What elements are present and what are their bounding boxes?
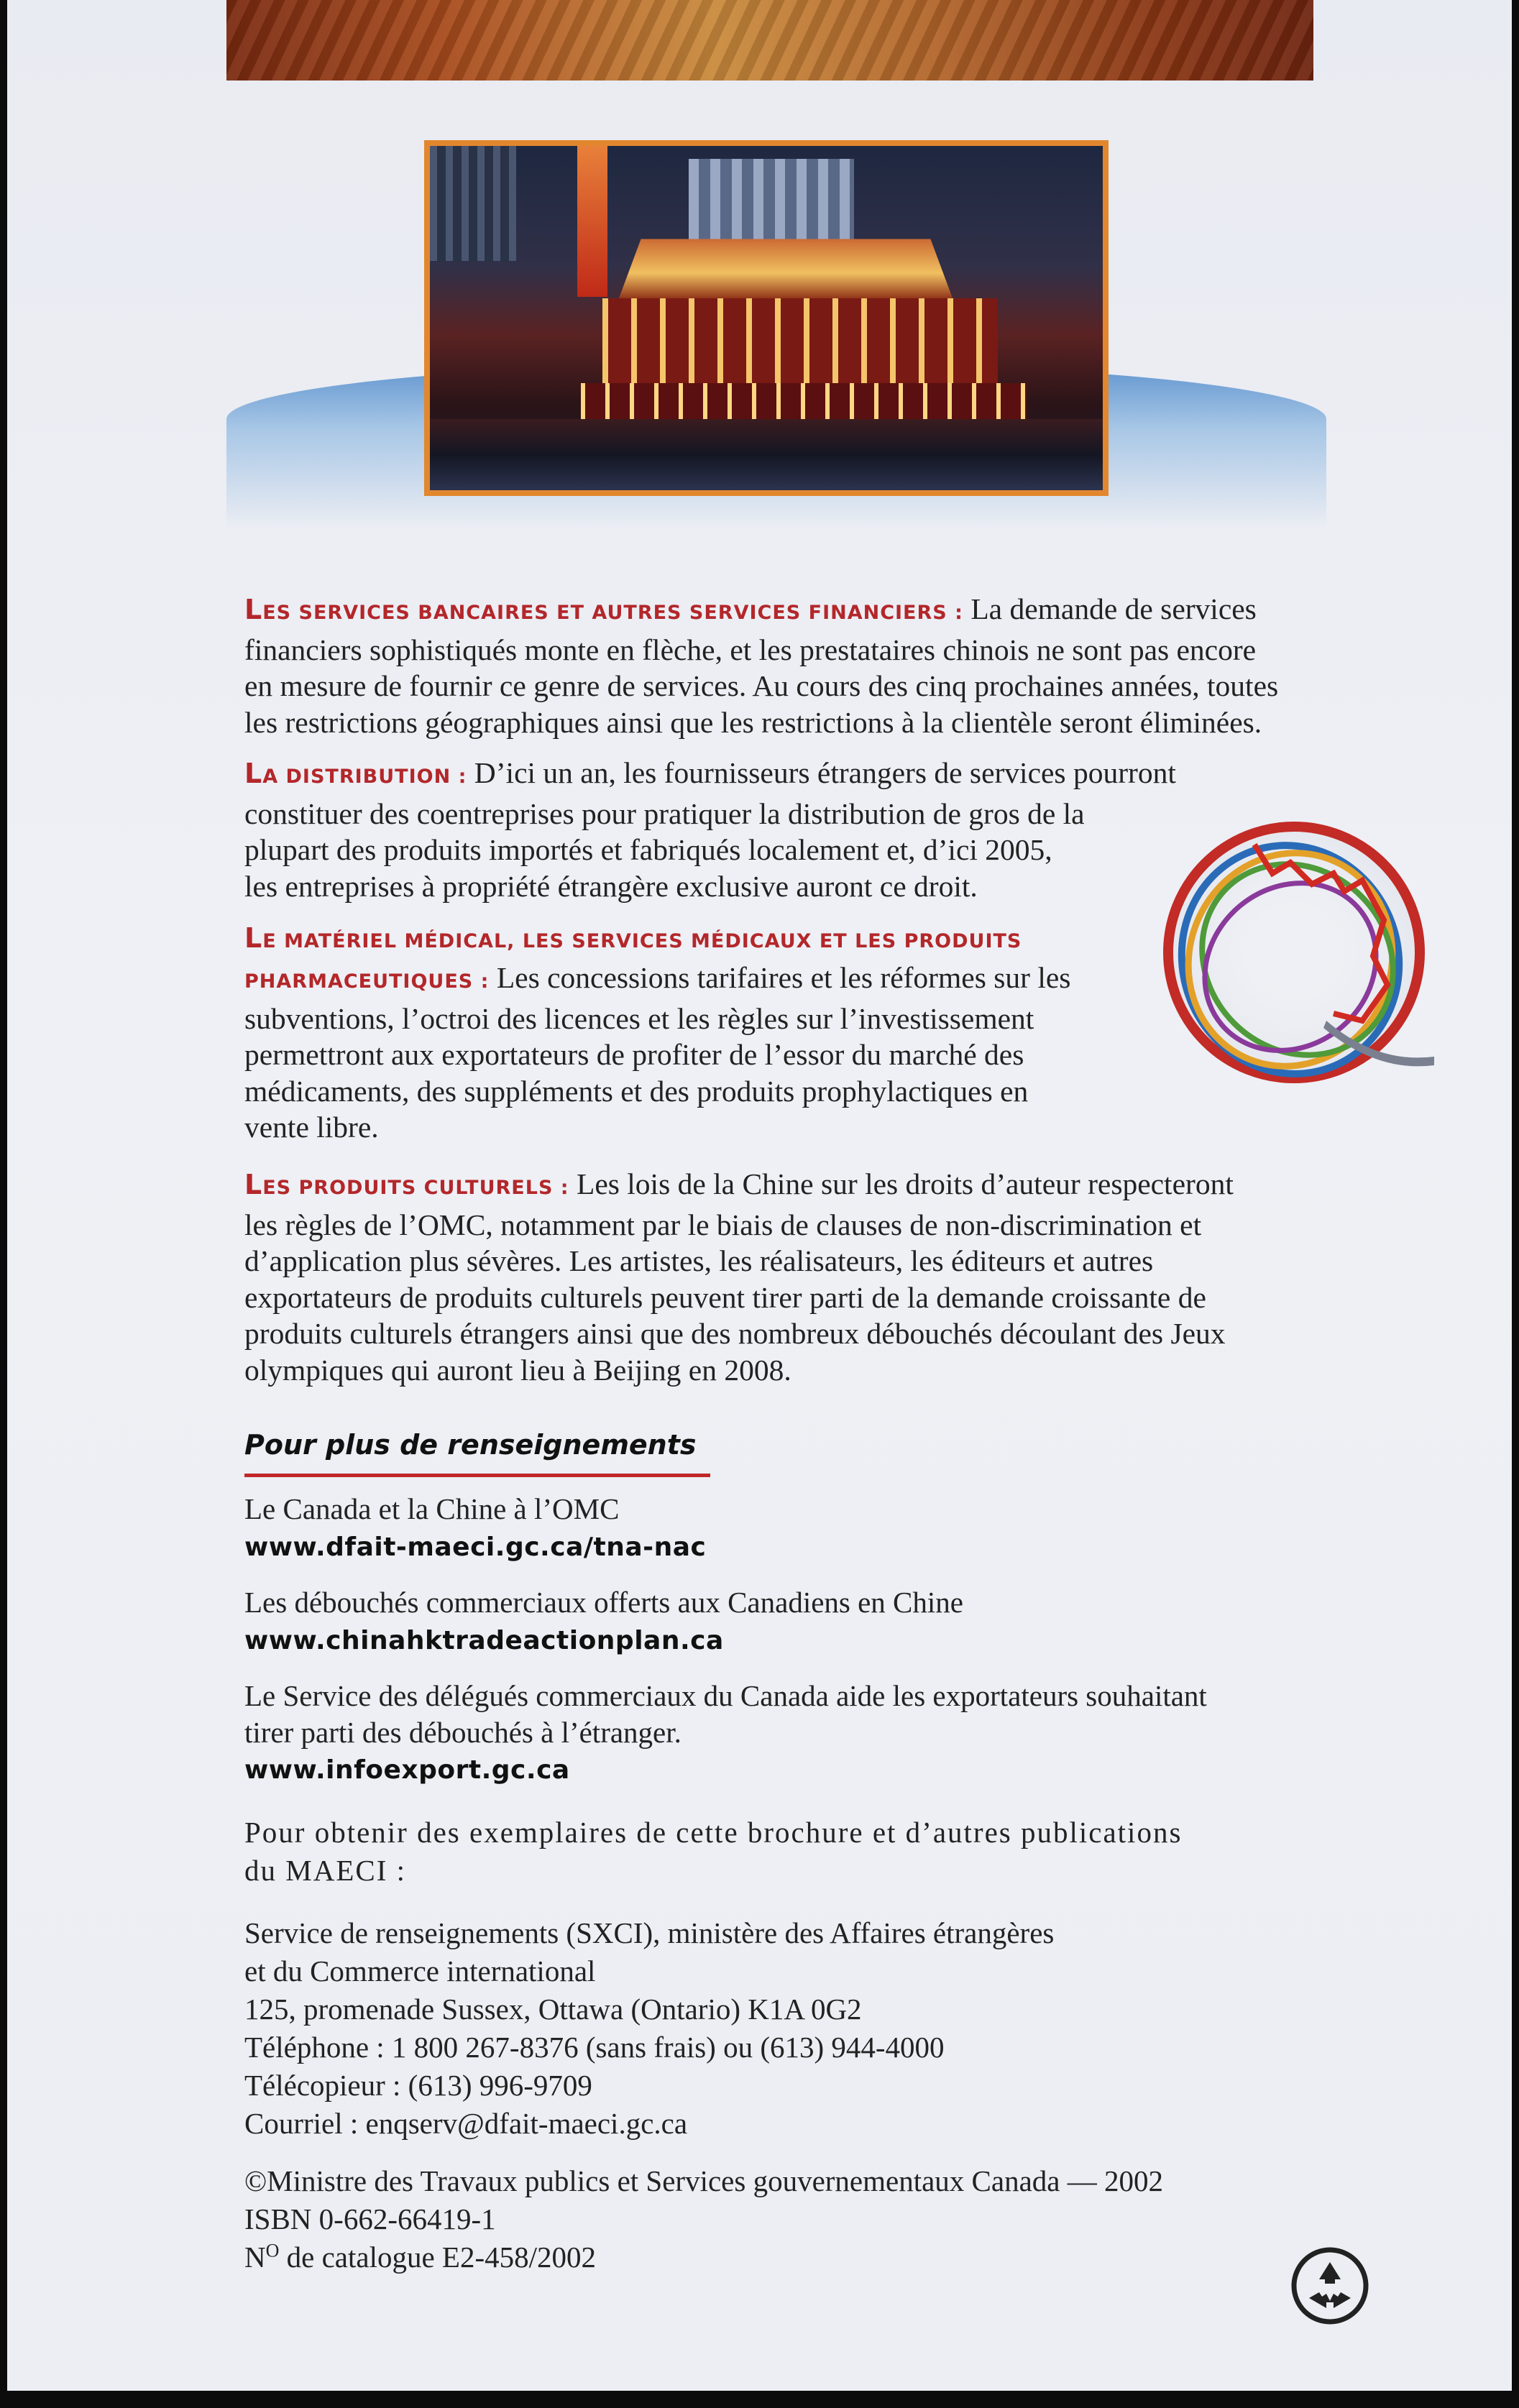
trade-service-text-1: Le Service des délégués commerciaux du Canada aide les exportateurs souhaitant — [244, 1679, 1207, 1712]
isbn-line: ISBN 0-662-66419-1 — [244, 2202, 496, 2235]
opportunities-text: Les débouchés commerciaux offerts aux Canadiens en Chine — [244, 1586, 963, 1619]
section-medical-label: LE MATÉRIEL MÉDICAL, LES SERVICES MÉDICAUX ET LES PRODUITS — [244, 922, 1022, 954]
more-info-heading: Pour plus de renseignements — [244, 1429, 697, 1461]
contact-email[interactable]: Courriel : enqserv@dfait-maeci.gc.ca — [244, 2107, 688, 2140]
infoexport-link[interactable]: www.infoexport.gc.ca — [244, 1755, 570, 1785]
top-photo-strip — [226, 0, 1313, 81]
contact-phone: Téléphone : 1 800 267-8376 (sans frais) ou (613) 944-4000 — [244, 2031, 945, 2064]
catalogue-line: $N^O$ de catalogue E2-458/2002 — [244, 2240, 597, 2274]
contact-line-1: Service de renseignements (SXCI), ministère des Affaires étrangères — [244, 1916, 1055, 1949]
trade-service-text-2: tirer parti des débouchés à l’étranger. — [244, 1716, 682, 1749]
chinahk-link[interactable]: www.chinahktradeactionplan.ca — [244, 1626, 724, 1655]
copies-text-2: du MAECI : — [244, 1854, 406, 1887]
section-cultural: LES PRODUITS CULTURELS : Les lois de la Chine sur les droits d’auteur respecteront les règles de l’OMC, notamment par le biais de clauses de non-discrimination et d’application plus sévères. Les artistes, les réalisateurs, les éditeurs et autres exportateurs de produits culturels peuvent tirer parti de la demande croissante de produits culturels étrangers ainsi que des nombreux débouchés découlant des Jeux olympiques qui auront lieu à Beijing en 2008. — [244, 1167, 1234, 1387]
copyright-line: ©Ministre des Travaux publics et Services gouvernementaux Canada — 2002 — [244, 2164, 1163, 2197]
section-banking-label: LES SERVICES BANCAIRES ET AUTRES SERVICES FINANCIERS : — [244, 594, 963, 625]
harbour-photo — [424, 140, 1109, 496]
contact-fax: Télécopieur : (613) 996-9709 — [244, 2069, 592, 2102]
heading-underline — [244, 1474, 710, 1477]
section-banking: LES SERVICES BANCAIRES ET AUTRES SERVICES FINANCIERS : La demande de services financiers sophistiqués monte en flèche, et les prestataires chinois ne sont pas encore en mesure de fournir ce genre de services. Au cours des cinq prochaines années, toutes les restrictions géographiques ainsi que les restrictions à la clientèle seront éliminées. — [244, 592, 1279, 739]
contact-line-2: et du Commerce international — [244, 1954, 596, 1987]
wto-link[interactable]: www.dfait-maeci.gc.ca/tna-nac — [244, 1532, 707, 1562]
brochure-page — [7, 0, 1512, 2391]
section-distribution: LA DISTRIBUTION : D’ici un an, les fournisseurs étrangers de services pourront constituer des coentreprises pour pratiquer la distribution de gros de la plupart des produits importés et fabriqués localement et, d’ici 2005, les entreprises à propriété étrangère exclusive auront ce droit. — [244, 756, 1176, 903]
section-cultural-label: LES PRODUITS CULTURELS : — [244, 1169, 569, 1200]
contact-address: 125, promenade Sussex, Ottawa (Ontario) K1A 0G2 — [244, 1993, 862, 2026]
wto-text: Le Canada et la Chine à l’OMC — [244, 1492, 620, 1525]
recycle-icon — [1290, 2246, 1369, 2325]
section-distribution-label: LA DISTRIBUTION : — [244, 758, 467, 789]
copies-text-1: Pour obtenir des exemplaires de cette brochure et d’autres publications — [244, 1816, 1183, 1849]
canada-trade-globe-icon — [1147, 805, 1449, 1107]
section-medical: LE MATÉRIEL MÉDICAL, LES SERVICES MÉDICAUX ET LES PRODUITS PHARMACEUTIQUES : Les concessions tarifaires et les réformes sur les subventions, l’octroi des licences et les règles sur l’investissement permettront aux exportateurs de profiter de l’essor du marché des médicaments, des suppléments et des produits prophylactiques en vente libre. — [244, 920, 1165, 1146]
